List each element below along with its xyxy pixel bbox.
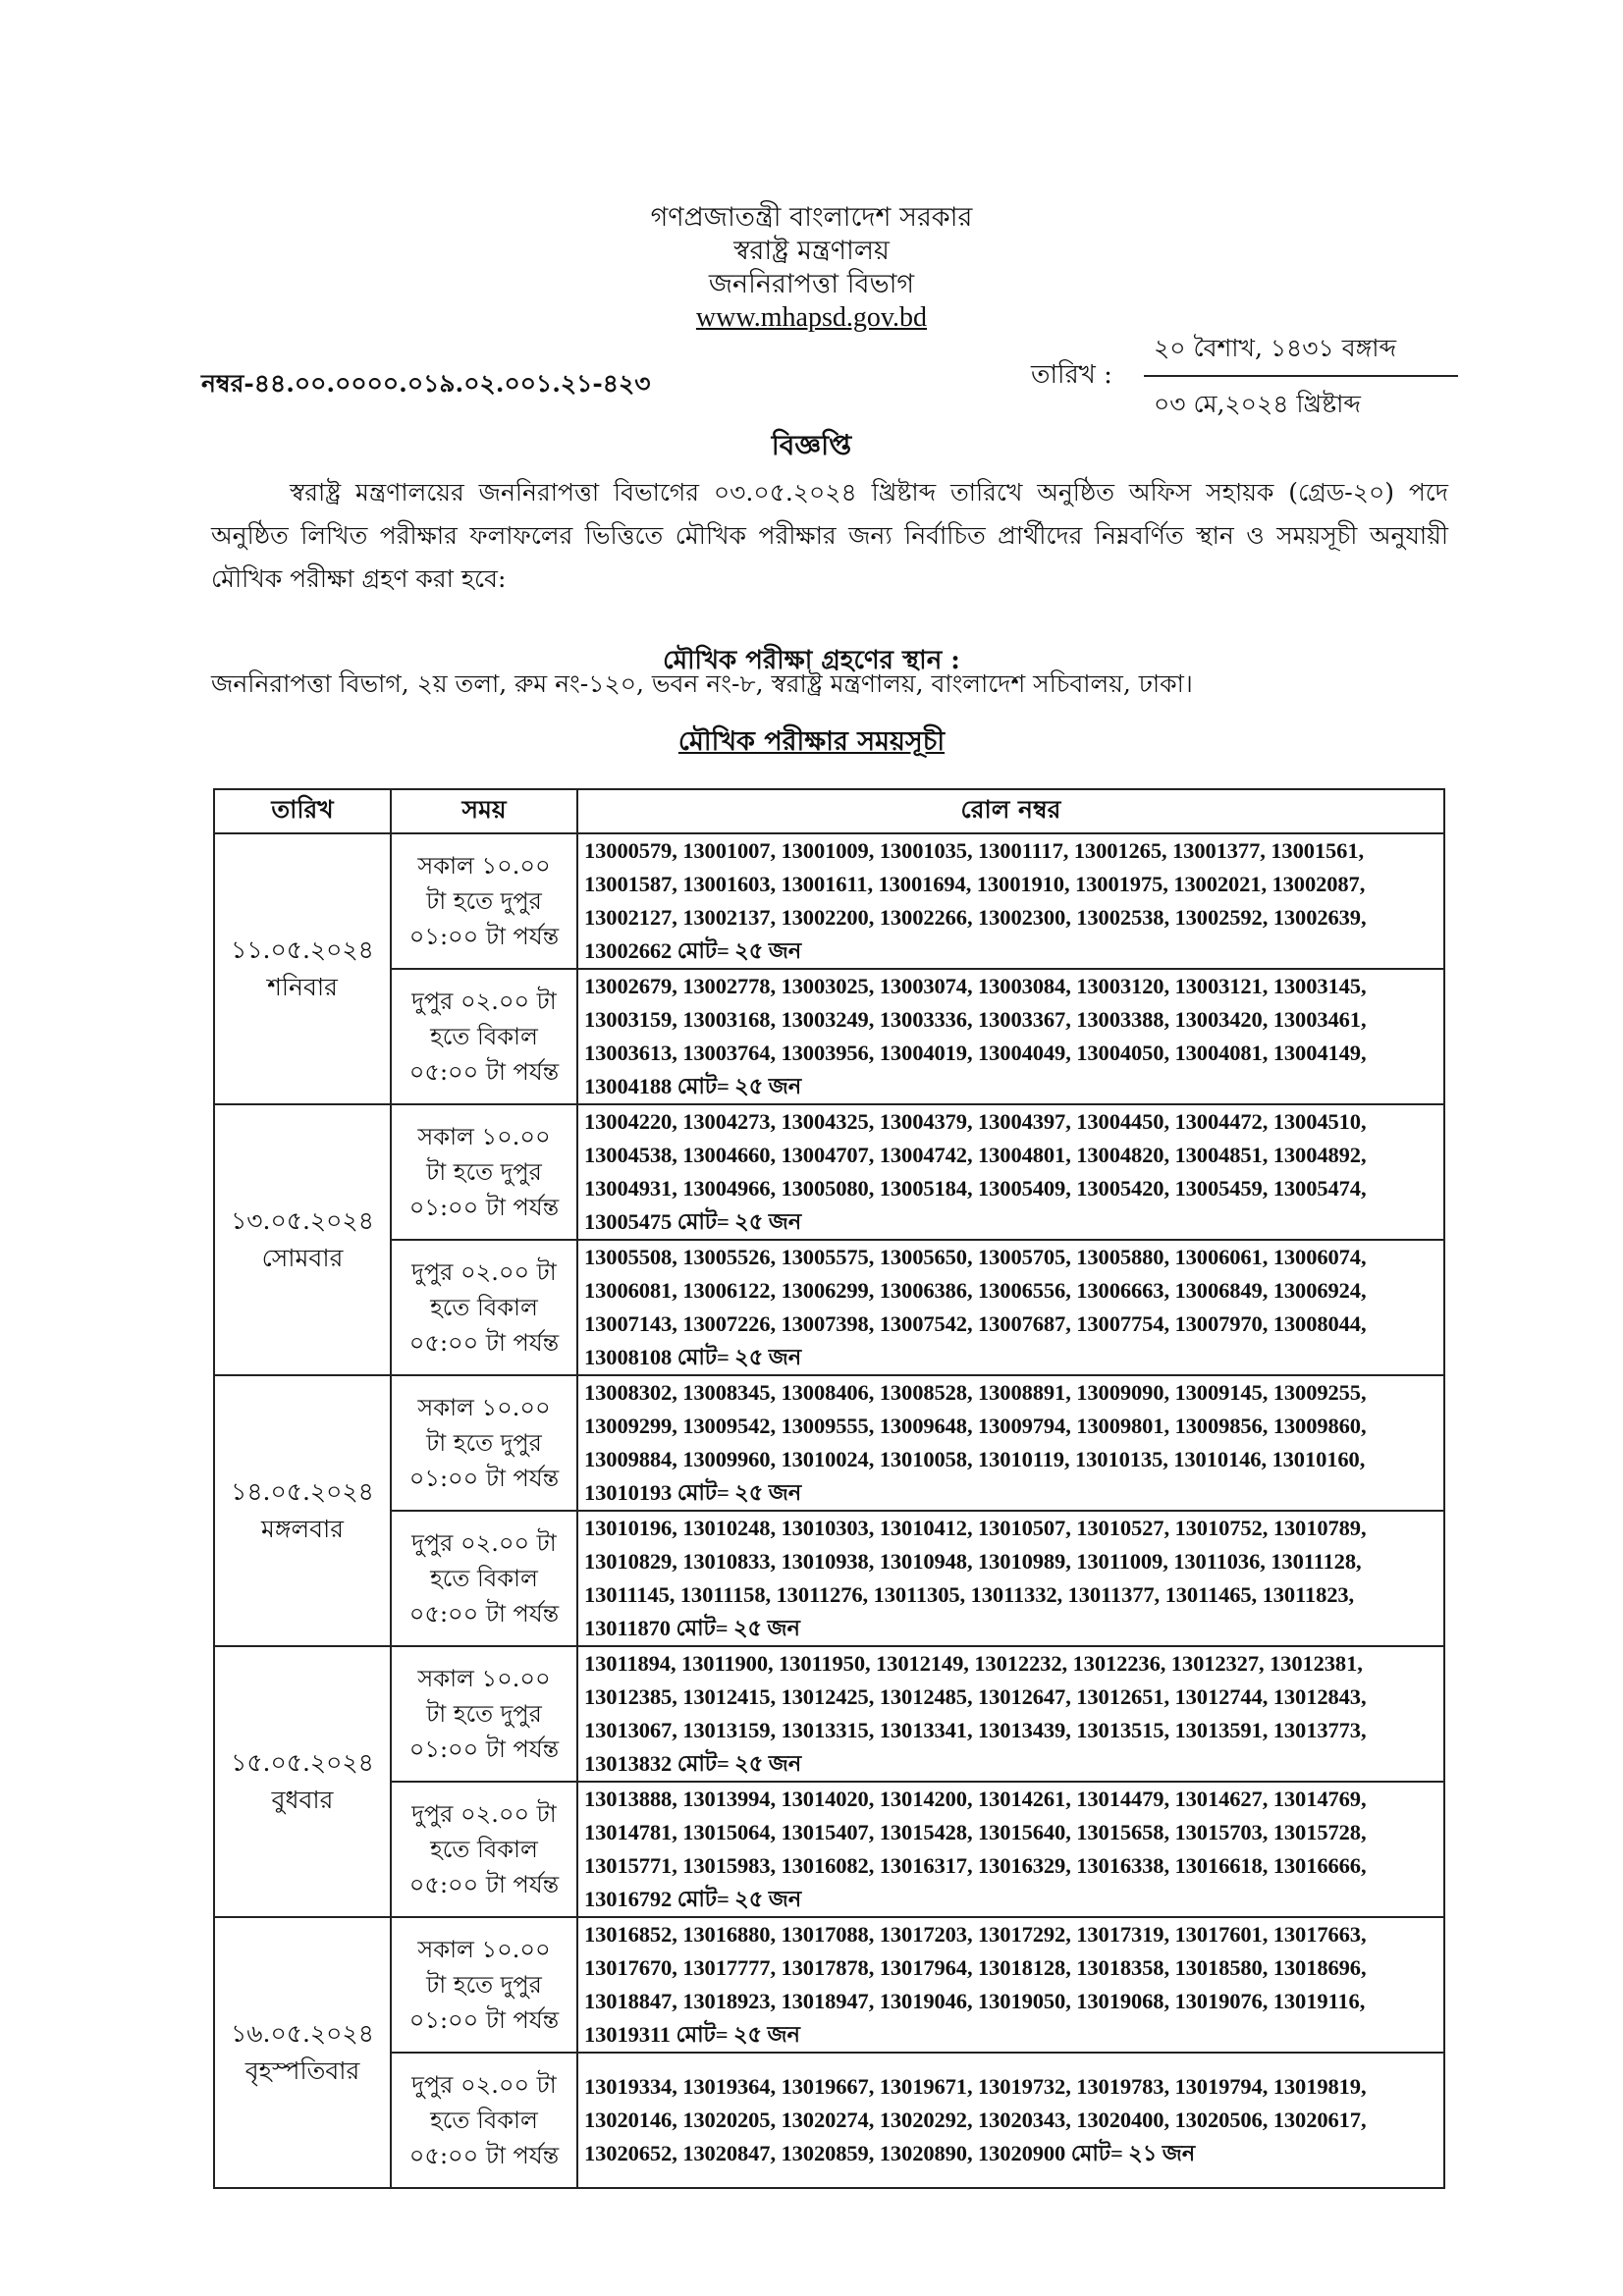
date-value: ১৪.০৫.২০২৪ xyxy=(231,1477,374,1506)
date-value: ১১.০৫.২০২৪ xyxy=(231,935,374,964)
roll-cell xyxy=(577,1511,1444,1646)
time-line: সকাল ১০.০০ xyxy=(417,852,551,880)
table-row xyxy=(214,1511,1444,1646)
time-line: ০৫:০০ টা পর্যন্ত xyxy=(408,1329,560,1357)
schedule-heading xyxy=(0,721,1623,766)
roll-numbers: 13002679, 13002778, 13003025, 13003074, 13003084, 13003120, 13003121, 13003145, 13003159, 13003168, 13003249, 13003336, 13003367, 13003388, 13003420, 13003461, 13003613, 13003764, 13003956, 13004019, 13004049, 13004050, 13004081, 13004149, 13004188 xyxy=(584,974,1367,1098)
time-line: হতে বিকাল xyxy=(430,1023,538,1050)
venue-heading: মৌখিক পরীক্ষা গ্রহণের স্থান : xyxy=(663,646,960,675)
memo-number: নম্বর-৪৪.০০.০০০০.০১৯.০২.০০১.২১-৪২৩ xyxy=(201,369,651,398)
table-row xyxy=(214,1104,1444,1240)
time-line: দুপুর ০২.০০ টা xyxy=(411,1258,557,1286)
roll-numbers: 13010196, 13010248, 13010303, 13010412, 13010507, 13010527, 13010752, 13010789, 13010829, 13010833, 13010938, 13010948, 13010989, 13011009, 13011036, 13011128, 13011145, 13011158, 13011276, 13011305, 13011332, 13011377, 13011465, 13011823, 13011870 xyxy=(584,1516,1367,1640)
time-line: সকাল ১০.০০ xyxy=(417,1123,551,1150)
time-line: ০৫:০০ টা পর্যন্ত xyxy=(408,1058,560,1086)
time-line: দুপুর ০২.০০ টা xyxy=(411,988,557,1015)
time-line: টা হতে দুপুর xyxy=(426,887,542,915)
date-block xyxy=(1144,329,1458,427)
table-row xyxy=(214,833,1444,969)
roll-cell xyxy=(577,833,1444,969)
roll-numbers: 13008302, 13008345, 13008406, 13008528, 13008891, 13009090, 13009145, 13009255, 13009299, 13009542, 13009555, 13009648, 13009794, 13009801, 13009856, 13009860, 13009884, 13009960, 13010024, 13010058, 13010119, 13010135, 13010146, 13010160, 13010193 xyxy=(584,1380,1367,1505)
roll-numbers: 13019334, 13019364, 13019667, 13019671, 13019732, 13019783, 13019794, 13019819, 13020146, 13020205, 13020274, 13020292, 13020343, 13020400, 13020506, 13020617, 13020652, 13020847, 13020859, 13020890, 13020900 xyxy=(584,2074,1367,2165)
time-cell xyxy=(391,969,577,1104)
letterhead xyxy=(0,201,1623,335)
roll-cell xyxy=(577,1646,1444,1782)
weekday: বুধবার xyxy=(271,1786,334,1814)
roll-cell xyxy=(577,1104,1444,1240)
time-line: সকাল ১০.০০ xyxy=(417,1394,551,1421)
session-total: মোট= ২১ জন xyxy=(1070,2141,1196,2165)
date-value: ১৩.০৫.২০২৪ xyxy=(231,1206,374,1235)
schedule-table xyxy=(213,788,1445,2189)
time-line: ০১:০০ টা পর্যন্ত xyxy=(408,1194,560,1221)
time-line: টা হতে দুপুর xyxy=(426,1429,542,1457)
time-line: হতে বিকাল xyxy=(430,1836,538,1863)
schedule-heading-text: মৌখিক পরীক্ষার সময়সূচী xyxy=(677,726,946,757)
time-cell xyxy=(391,1104,577,1240)
time-line: সকাল ১০.০০ xyxy=(417,1936,551,1963)
session-total: মোট= ২৫ জন xyxy=(676,1887,802,1911)
session-total: মোট= ২৫ জন xyxy=(676,1616,800,1640)
table-row xyxy=(214,1782,1444,1917)
table-row xyxy=(214,1240,1444,1375)
date-cell xyxy=(214,1917,391,2188)
letterhead-government: গণপ্রজাতন্ত্রী বাংলাদেশ সরকার xyxy=(650,202,973,233)
header-time: সময় xyxy=(391,789,577,833)
session-total: মোট= ২৫ জন xyxy=(676,938,802,963)
letterhead-division: জননিরাপত্তা বিভাগ xyxy=(708,269,915,299)
time-line: হতে বিকাল xyxy=(430,1294,538,1321)
weekday: সোমবার xyxy=(261,1244,344,1272)
roll-numbers: 13013888, 13013994, 13014020, 13014200, 13014261, 13014479, 13014627, 13014769, 13014781, 13015064, 13015407, 13015428, 13015640, 13015658, 13015703, 13015728, 13015771, 13015983, 13016082, 13016317, 13016329, 13016338, 13016618, 13016666, 13016792 xyxy=(584,1787,1367,1911)
letterhead-ministry: স্বরাষ্ট্র মন্ত্রণালয় xyxy=(733,236,890,266)
notice-body xyxy=(211,471,1448,601)
session-total: মোট= ২৫ জন xyxy=(676,1345,802,1369)
letterhead-website: www.mhapsd.gov.bd xyxy=(695,302,928,333)
weekday: বৃহস্পতিবার xyxy=(244,2056,360,2085)
date-value: ১৬.০৫.২০২৪ xyxy=(231,2019,374,2048)
date-cell xyxy=(214,1375,391,1646)
date-english: ০৩ মে,২০২৪ খ্রিষ্টাব্দ xyxy=(1154,390,1361,418)
roll-cell xyxy=(577,969,1444,1104)
time-line: টা হতে দুপুর xyxy=(426,1700,542,1728)
table-row xyxy=(214,1375,1444,1511)
time-line: ০১:০০ টা পর্যন্ত xyxy=(408,1735,560,1763)
roll-cell xyxy=(577,1375,1444,1511)
venue-text: জননিরাপত্তা বিভাগ, ২য় তলা, রুম নং-১২০, ভবন নং-৮, স্বরাষ্ট্র মন্ত্রণালয়, বাংলাদেশ সচিবালয়, ঢাকা। xyxy=(211,669,1193,698)
weekday: শনিবার xyxy=(267,973,338,1001)
time-cell xyxy=(391,1782,577,1917)
roll-cell xyxy=(577,1240,1444,1375)
table-row xyxy=(214,2053,1444,2188)
session-total: মোট= ২৫ জন xyxy=(676,1480,802,1505)
time-cell xyxy=(391,833,577,969)
session-total: মোট= ২৫ জন xyxy=(676,1209,802,1234)
notice-title: বিজ্ঞপ্তি xyxy=(771,429,852,461)
time-line: ০১:০০ টা পর্যন্ত xyxy=(408,923,560,950)
date-cell xyxy=(214,833,391,1104)
time-cell xyxy=(391,1240,577,1375)
session-total: মোট= ২৫ জন xyxy=(676,2022,800,2047)
roll-numbers: 13000579, 13001007, 13001009, 13001035, 13001117, 13001265, 13001377, 13001561, 13001587, 13001603, 13001611, 13001694, 13001910, 13001975, 13002021, 13002087, 13002127, 13002137, 13002200, 13002266, 13002300, 13002538, 13002592, 13002639, 13002662 xyxy=(584,838,1367,963)
session-total: মোট= ২৫ জন xyxy=(676,1751,802,1776)
notice-body-text: স্বরাষ্ট্র মন্ত্রণালয়ের জননিরাপত্তা বিভাগের ০৩.০৫.২০২৪ খ্রিষ্টাব্দ তারিখে অনুষ্ঠিত অফিস সহায়ক (গ্রেড-২০) পদে অনুষ্ঠিত লিখিত পরীক্ষার ফলাফলের ভিত্তিতে মৌখিক পরীক্ষার জন্য নির্বাচিত প্রার্থীদের নিম্নবর্ণিত স্থান ও সময়সূচী অনুযায়ী মৌখিক পরীক্ষা গ্রহণ করা হবে: xyxy=(211,478,1448,593)
time-cell xyxy=(391,2053,577,2188)
time-line: দুপুর ০২.০০ টা xyxy=(411,2071,557,2099)
date-value: ১৫.০৫.২০২৪ xyxy=(231,1748,374,1777)
weekday: মঙ্গলবার xyxy=(260,1515,344,1543)
table-row xyxy=(214,1646,1444,1782)
time-cell xyxy=(391,1511,577,1646)
session-total: মোট= ২৫ জন xyxy=(676,1074,802,1098)
roll-cell xyxy=(577,1917,1444,2053)
date-cell xyxy=(214,1646,391,1917)
time-line: সকাল ১০.০০ xyxy=(417,1665,551,1692)
roll-numbers: 13004220, 13004273, 13004325, 13004379, 13004397, 13004450, 13004472, 13004510, 13004538, 13004660, 13004707, 13004742, 13004801, 13004820, 13004851, 13004892, 13004931, 13004966, 13005080, 13005184, 13005409, 13005420, 13005459, 13005474, 13005475 xyxy=(584,1109,1367,1234)
table-row xyxy=(214,969,1444,1104)
roll-numbers: 13011894, 13011900, 13011950, 13012149, 13012232, 13012236, 13012327, 13012381, 13012385, 13012415, 13012425, 13012485, 13012647, 13012651, 13012744, 13012843, 13013067, 13013159, 13013315, 13013341, 13013439, 13013515, 13013591, 13013773, 13013832 xyxy=(584,1651,1367,1776)
roll-cell xyxy=(577,1782,1444,1917)
date-label: তারিখ : xyxy=(1031,360,1112,390)
table-row xyxy=(214,1917,1444,2053)
table-header-row xyxy=(214,789,1444,833)
time-line: দুপুর ০২.০০ টা xyxy=(411,1529,557,1557)
time-cell xyxy=(391,1917,577,2053)
header-date: তারিখ xyxy=(214,789,391,833)
time-line: ০৫:০০ টা পর্যন্ত xyxy=(408,1600,560,1628)
date-bangla: ২০ বৈশাখ, ১৪৩১ বঙ্গাব্দ xyxy=(1144,329,1458,377)
time-line: টা হতে দুপুর xyxy=(426,1158,542,1186)
roll-numbers: 13016852, 13016880, 13017088, 13017203, 13017292, 13017319, 13017601, 13017663, 13017670, 13017777, 13017878, 13017964, 13018128, 13018358, 13018580, 13018696, 13018847, 13018923, 13018947, 13019046, 13019050, 13019068, 13019076, 13019116, 13019311 xyxy=(584,1922,1367,2047)
time-cell xyxy=(391,1646,577,1782)
time-line: ০৫:০০ টা পর্যন্ত xyxy=(408,1871,560,1898)
roll-numbers: 13005508, 13005526, 13005575, 13005650, 13005705, 13005880, 13006061, 13006074, 13006081, 13006122, 13006299, 13006386, 13006556, 13006663, 13006849, 13006924, 13007143, 13007226, 13007398, 13007542, 13007687, 13007754, 13007970, 13008044, 13008108 xyxy=(584,1245,1367,1369)
time-line: দুপুর ০২.০০ টা xyxy=(411,1800,557,1828)
time-cell xyxy=(391,1375,577,1511)
time-line: ০১:০০ টা পর্যন্ত xyxy=(408,1465,560,1492)
time-line: টা হতে দুপুর xyxy=(426,1971,542,1999)
time-line: ০১:০০ টা পর্যন্ত xyxy=(408,2006,560,2034)
roll-cell xyxy=(577,2053,1444,2188)
time-line: হতে বিকাল xyxy=(430,2107,538,2134)
time-line: হতে বিকাল xyxy=(430,1565,538,1592)
date-cell xyxy=(214,1104,391,1375)
time-line: ০৫:০০ টা পর্যন্ত xyxy=(408,2142,560,2169)
header-roll: রোল নম্বর xyxy=(577,789,1444,833)
